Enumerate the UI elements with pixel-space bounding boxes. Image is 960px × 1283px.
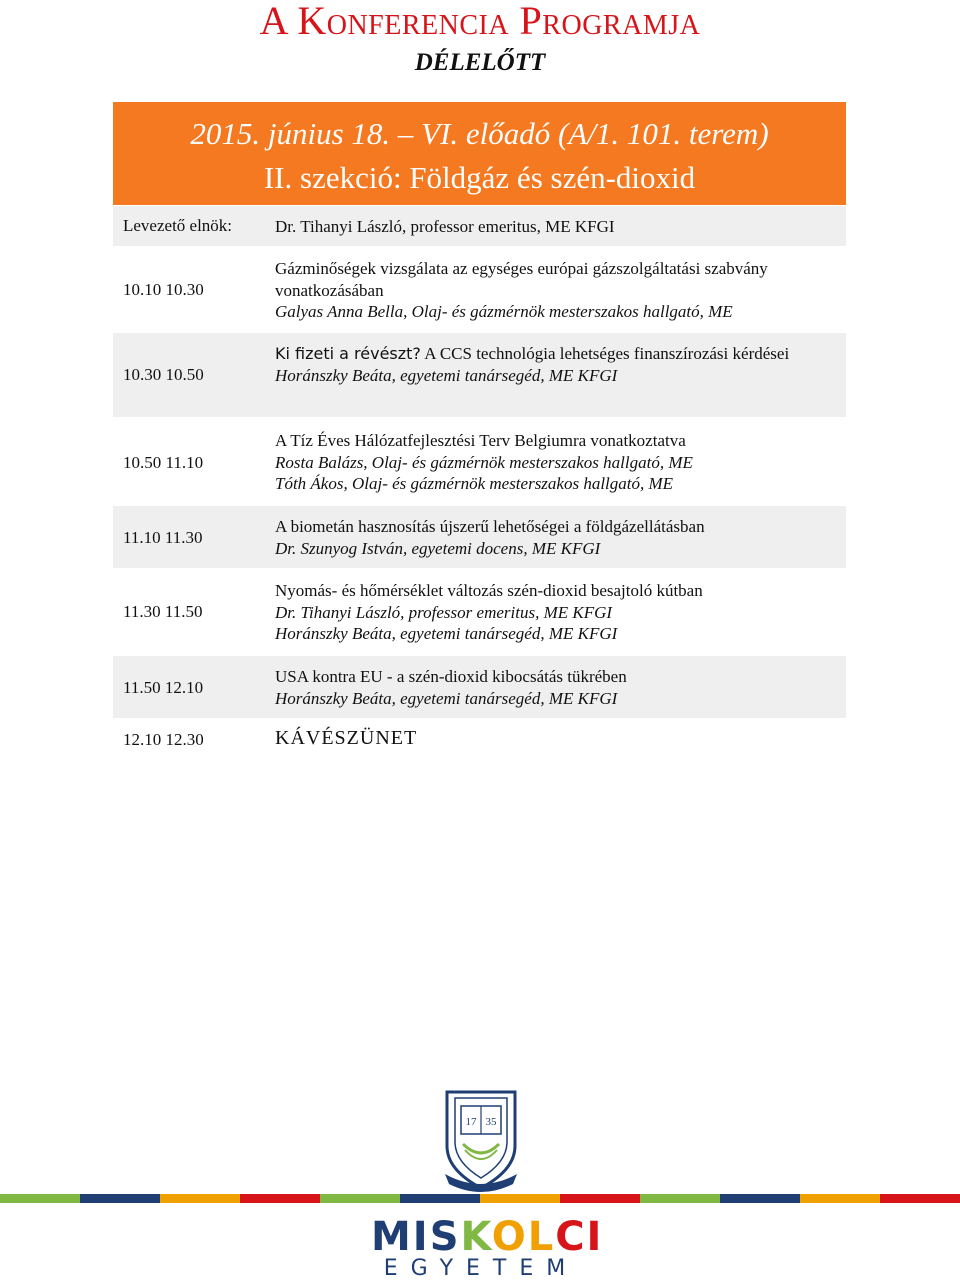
session-time: 11.30 11.50: [123, 602, 203, 621]
page-title: A Konferencia Programja: [259, 0, 701, 43]
session-time: 10.50 11.10: [123, 453, 204, 472]
program-row: [113, 570, 846, 654]
chair-name: Dr. Tihanyi László, professor emeritus, ME KFGI: [275, 217, 615, 236]
program-row: [113, 248, 846, 332]
session-content: [275, 343, 840, 386]
banner-section-line: II. szekció: Földgáz és szén-dioxid: [263, 160, 696, 195]
program-row: [113, 656, 846, 718]
session-speaker: Dr. Szunyog István, egyetemi docens, ME KFGI: [275, 538, 601, 558]
session-time: 10.30 10.50: [123, 365, 204, 384]
banner-date-line: 2015. június 18. – VI. előadó (A/1. 101. terem): [190, 116, 769, 151]
session-speaker: Rosta Balázs, Olaj- és gázmérnök mesterszakos hallgató, ME: [275, 452, 693, 472]
session-banner: [113, 102, 846, 205]
session-speaker: Horánszky Beáta, egyetemi tanársegéd, ME KFGI: [275, 624, 618, 643]
wordmark-part: OL: [491, 1214, 556, 1260]
session-title-group: [275, 343, 840, 365]
university-wordmark-sub: EGYETEM: [383, 1256, 579, 1281]
chair-label: Levezető elnök:: [123, 216, 233, 235]
session-title: A CCS technológia lehetséges finanszírozási kérdései: [424, 344, 790, 363]
break-label: KÁVÉSZÜNET: [275, 727, 418, 749]
session-speaker: Tóth Ákos, Olaj- és gázmérnök mesterszakos hallgató, ME: [275, 474, 674, 493]
session-title: A biometán hasznosítás újszerű lehetőségei a földgázellátásban: [275, 517, 705, 536]
session-content: [275, 666, 840, 709]
session-title: A Tíz Éves Hálózatfejlesztési Terv Belgiumra vonatkoztatva: [275, 431, 686, 450]
session-title: Gázminőségek vizsgálata az egységes európai gázszolgáltatási szabvány vonatkozásában: [275, 259, 768, 300]
session-speaker: Dr. Tihanyi László, professor emeritus, ME KFGI: [275, 602, 613, 622]
session-title: USA kontra EU - a szén-dioxid kibocsátás tükrében: [275, 667, 627, 686]
session-time: 11.50 12.10: [123, 678, 204, 697]
wordmark-part: MIS: [371, 1214, 461, 1260]
break-row: [113, 720, 846, 760]
session-speaker: Horánszky Beáta, egyetemi tanársegéd, ME KFGI: [275, 688, 618, 708]
crest-year-right: 35: [485, 1116, 497, 1128]
session-time: 10.10 10.30: [123, 280, 204, 299]
program-row: [113, 506, 846, 568]
session-content: [275, 516, 840, 559]
program-row: [113, 418, 846, 504]
program-row: [113, 333, 846, 417]
session-content: [275, 580, 840, 645]
chair-row: [113, 206, 846, 246]
session-speaker: Horánszky Beáta, egyetemi tanársegéd, ME KFGI: [275, 365, 618, 385]
university-wordmark: [371, 1214, 604, 1260]
session-content: [275, 258, 840, 323]
session-title: Nyomás- és hőmérséklet változás szén-dioxid besajtoló kútban: [275, 581, 703, 600]
session-title-lead: Ki fizeti a révészt?: [275, 344, 421, 363]
wordmark-part: CI: [555, 1214, 604, 1260]
session-content: [275, 430, 840, 495]
session-time: 11.10 11.30: [123, 528, 203, 547]
wordmark-part: K: [460, 1214, 492, 1260]
session-speaker: Galyas Anna Bella, Olaj- és gázmérnök mesterszakos hallgató, ME: [275, 302, 733, 321]
crest-year-left: 17: [465, 1116, 477, 1128]
color-stripe: [0, 1194, 960, 1203]
break-time: 12.10 12.30: [123, 730, 204, 749]
page-subtitle: DÉLELŐTT: [414, 49, 546, 76]
university-crest-logo: [435, 1088, 527, 1192]
